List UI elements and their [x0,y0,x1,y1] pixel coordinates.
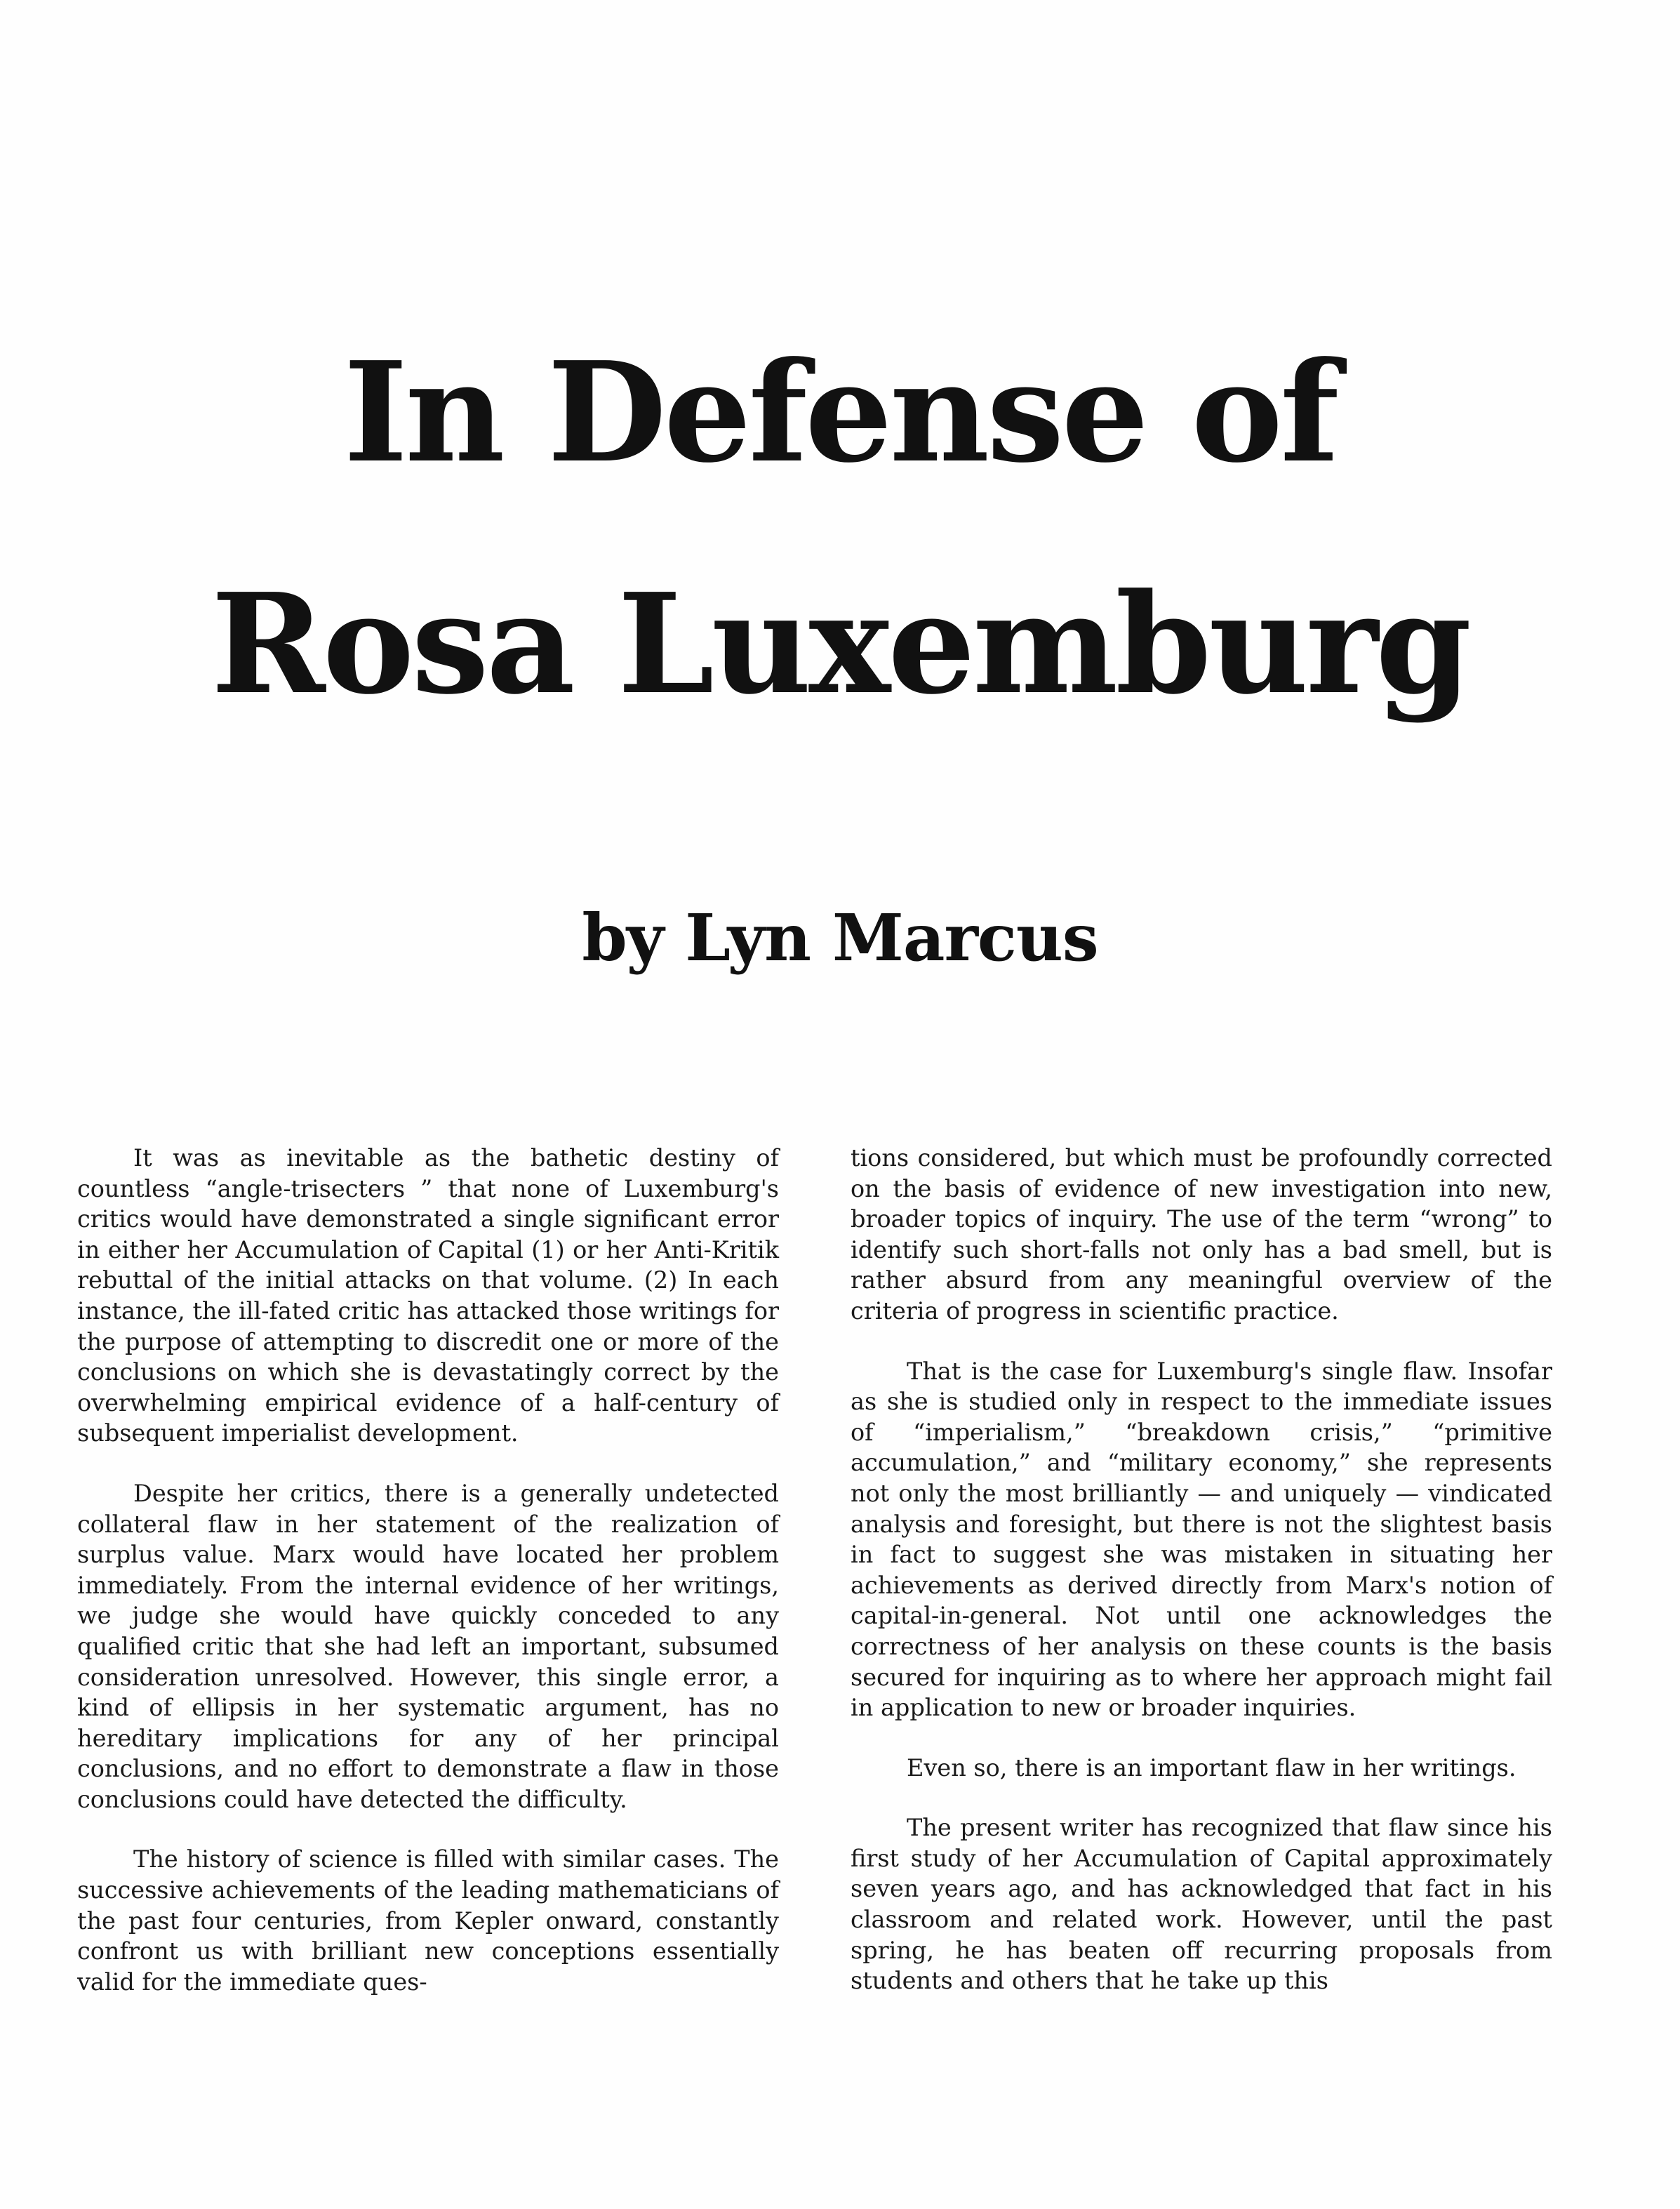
paragraph: The history of science is filled with similar cases. The successive achievements of the leading mathematicians of the past four centuries, from Kepler onward, constantly confront us with brilliant new conceptions essentially valid for the immediate ques- [77,1845,779,1996]
left-text-column [77,1143,779,2026]
paragraph: Despite her critics, there is a generally undetected collateral flaw in her statement of the realization of surplus value. Marx would have located her problem immediately. From the internal evidence of her writings, we judge she would have quickly conceded to any qualified critic that she had left an important, subsumed consideration unresolved. However, this single error, a kind of ellipsis in her systematic argument, has no hereditary implications for any of her principal conclusions, and no effort to demonstrate a flaw in those conclusions could have detected the difficulty. [77,1479,779,1813]
paragraph: Even so, there is an important flaw in her writings. [907,1753,1516,1782]
author-byline: by Lyn Marcus [582,900,1098,976]
paragraph-continued: tions considered, but which must be profoundly corrected on the basis of evidence of new investigation into new, broader topics of inquiry. The use of the term “wrong” to identify such short-falls not only has a bad smell, but is rather absurd from any meaningful overview of the criteria of progress in scientific practice. [851,1144,1552,1325]
paragraph: That is the case for Luxemburg's single flaw. Insofar as she is studied only in respect to the immediate issues of “imperialism,” “breakdown crisis,” “primitive accumulation,” and “military economy,” she represents not only the most brilliantly — and uniquely — vindicated analysis and foresight, but there is not the slightest basis in fact to suggest she was mistaken in situating her achievements as derived directly from Marx's notion of capital-in-general. Not until one acknowledges the correctness of her analysis on these counts is the basis secured for inquiring as to where her approach might fail in application to new or broader inquiries. [851,1357,1552,1722]
article-title-line-2: Rosa Luxemburg [211,564,1469,725]
right-text-column [851,1143,1552,2026]
article-title-line-1: In Defense of [343,332,1337,493]
paragraph: It was as inevitable as the bathetic destiny of countless “angle-trisecters ” that none of Luxemburg's critics would have demonstrated a single significant error in either her Accumulation of Capital (1) or her Anti-Kritik rebuttal of the initial attacks on that volume. (2) In each instance, the ill-fated critic has attacked those writings for the purpose of attempting to discredit one or more of the conclusions on which she is devastatingly correct by the overwhelming empirical evidence of a half-century of subsequent imperialist development. [77,1144,779,1447]
paragraph: The present writer has recognized that flaw since his first study of her Accumulation of Capital approximately seven years ago, and has acknowledged that fact in his classroom and related work. However, until the past spring, he has beaten off recurring proposals from students and others that he take up this [851,1814,1552,1995]
